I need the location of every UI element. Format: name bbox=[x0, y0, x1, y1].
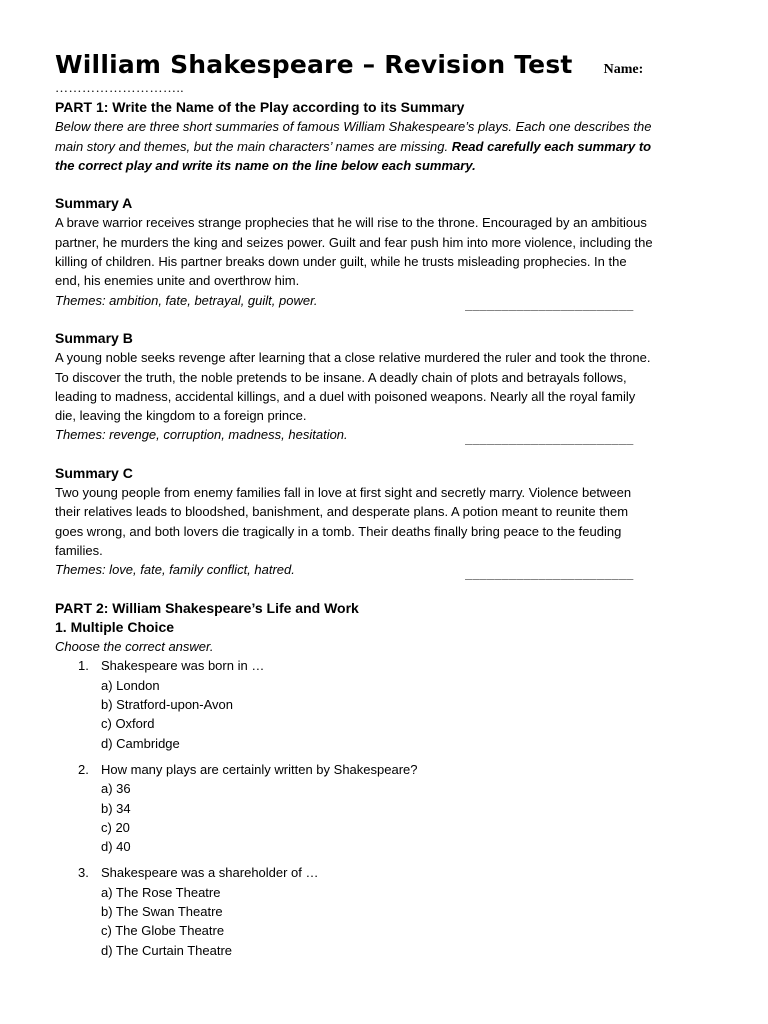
summary-b-text: To discover the truth, the noble pretends to be insane. A deadly chain of plots and betrayals follows, bbox=[55, 369, 627, 385]
title-row bbox=[55, 50, 715, 80]
answer-option[interactable]: b) 34 bbox=[101, 800, 131, 816]
summary-a-text: killing of children. His partner breaks down under guilt, while he trusts misleading prophecies. In the bbox=[55, 254, 627, 270]
question-text-row bbox=[55, 656, 715, 675]
summary-a-text: A brave warrior receives strange prophecies that he will rise to the throne. Encouraged by an ambitious bbox=[55, 215, 647, 231]
name-label: Name: bbox=[603, 62, 644, 77]
question-item bbox=[55, 863, 715, 959]
part1-intro-emphasis: the correct play and write its name on the line below each summary. bbox=[55, 157, 476, 173]
summary-b-text: A young noble seeks revenge after learning that a close relative murdered the ruler and took the throne. bbox=[55, 350, 651, 366]
answer-option[interactable]: c) Oxford bbox=[101, 716, 155, 732]
answer-option[interactable]: a) 36 bbox=[101, 781, 131, 797]
answer-option[interactable]: a) London bbox=[101, 677, 160, 693]
summary-c-text: families. bbox=[55, 542, 103, 558]
question-number: 3. bbox=[78, 865, 89, 881]
question-item bbox=[55, 760, 715, 856]
question-text: Shakespeare was born in … bbox=[101, 658, 265, 674]
name-dots: ……………………….. bbox=[55, 80, 184, 95]
summary-a-answer-line[interactable]: _______________________ bbox=[465, 296, 634, 311]
answer-option[interactable]: d) Cambridge bbox=[101, 735, 180, 751]
answer-option[interactable]: b) Stratford-upon-Avon bbox=[101, 697, 233, 713]
answer-option[interactable]: d) The Curtain Theatre bbox=[101, 942, 233, 958]
question-list bbox=[55, 656, 715, 959]
summary-b-answer-line[interactable]: _______________________ bbox=[465, 431, 634, 446]
summary-c-answer-line[interactable]: _______________________ bbox=[465, 566, 634, 581]
answer-option[interactable]: a) The Rose Theatre bbox=[101, 884, 221, 900]
summary-a-text: end, his enemies unite and overthrow him. bbox=[55, 273, 300, 289]
multiple-choice-heading: 1. Multiple Choice bbox=[55, 618, 175, 635]
summary-b-text: die, leaving the kingdom to a foreign prince. bbox=[55, 408, 307, 424]
instruction-text: Choose the correct answer. bbox=[55, 639, 214, 655]
summary-a-themes-row bbox=[55, 291, 715, 310]
question-number: 1. bbox=[78, 658, 89, 674]
summary-c-text: their relatives leads to bloodshed, banishment, and desperate plans. A potion meant to reunite them bbox=[55, 504, 629, 520]
summary-c-themes: Themes: love, fate, family conflict, hatred. bbox=[55, 562, 295, 578]
part1-intro-line bbox=[55, 137, 715, 156]
summary-c-themes-row bbox=[55, 560, 715, 579]
summary-b-heading: Summary B bbox=[55, 329, 133, 346]
question-text-row bbox=[55, 760, 715, 779]
summary-c-heading: Summary C bbox=[55, 464, 133, 481]
summary-a-text: partner, he murders the king and seizes power. Guilt and fear push him into more violence, including the bbox=[55, 234, 653, 250]
worksheet-page bbox=[55, 50, 715, 967]
summary-c-text: Two young people from enemy families fall in love at first sight and secretly marry. Violence between bbox=[55, 485, 632, 501]
part1-intro-line: Below there are three short summaries of famous William Shakespeare’s plays. Each one describes the bbox=[55, 119, 652, 135]
summary-a-heading: Summary A bbox=[55, 195, 133, 212]
page-title: William Shakespeare – Revision Test bbox=[55, 50, 573, 79]
answer-option[interactable]: b) The Swan Theatre bbox=[101, 903, 223, 919]
summary-a-themes: Themes: ambition, fate, betrayal, guilt, power. bbox=[55, 292, 318, 308]
question-text: How many plays are certainly written by Shakespeare? bbox=[101, 761, 418, 777]
part1-heading: PART 1: Write the Name of the Play according to its Summary bbox=[55, 99, 465, 115]
summary-b-text: leading to madness, accidental killings, and a duel with poisoned weapons. Nearly all the royal family bbox=[55, 388, 636, 404]
part1-intro-emphasis: Read carefully each summary to bbox=[451, 138, 652, 154]
part2-heading: PART 2: William Shakespeare’s Life and Work bbox=[55, 599, 359, 616]
summary-b-themes: Themes: revenge, corruption, madness, hesitation. bbox=[55, 427, 348, 443]
summary-b-themes-row bbox=[55, 425, 715, 444]
question-item bbox=[55, 656, 715, 752]
summary-c-text: goes wrong, and both lovers die tragically in a tomb. Their deaths finally bring peace to the feuding bbox=[55, 523, 622, 539]
part1-intro-italic: main story and themes, but the main characters’ names are missing. bbox=[55, 138, 452, 154]
answer-option[interactable]: c) The Globe Theatre bbox=[101, 923, 225, 939]
answer-option[interactable]: d) 40 bbox=[101, 839, 131, 855]
question-text: Shakespeare was a shareholder of … bbox=[101, 865, 319, 881]
question-number: 2. bbox=[78, 761, 89, 777]
answer-option[interactable]: c) 20 bbox=[101, 819, 130, 835]
question-text-row bbox=[55, 863, 715, 882]
